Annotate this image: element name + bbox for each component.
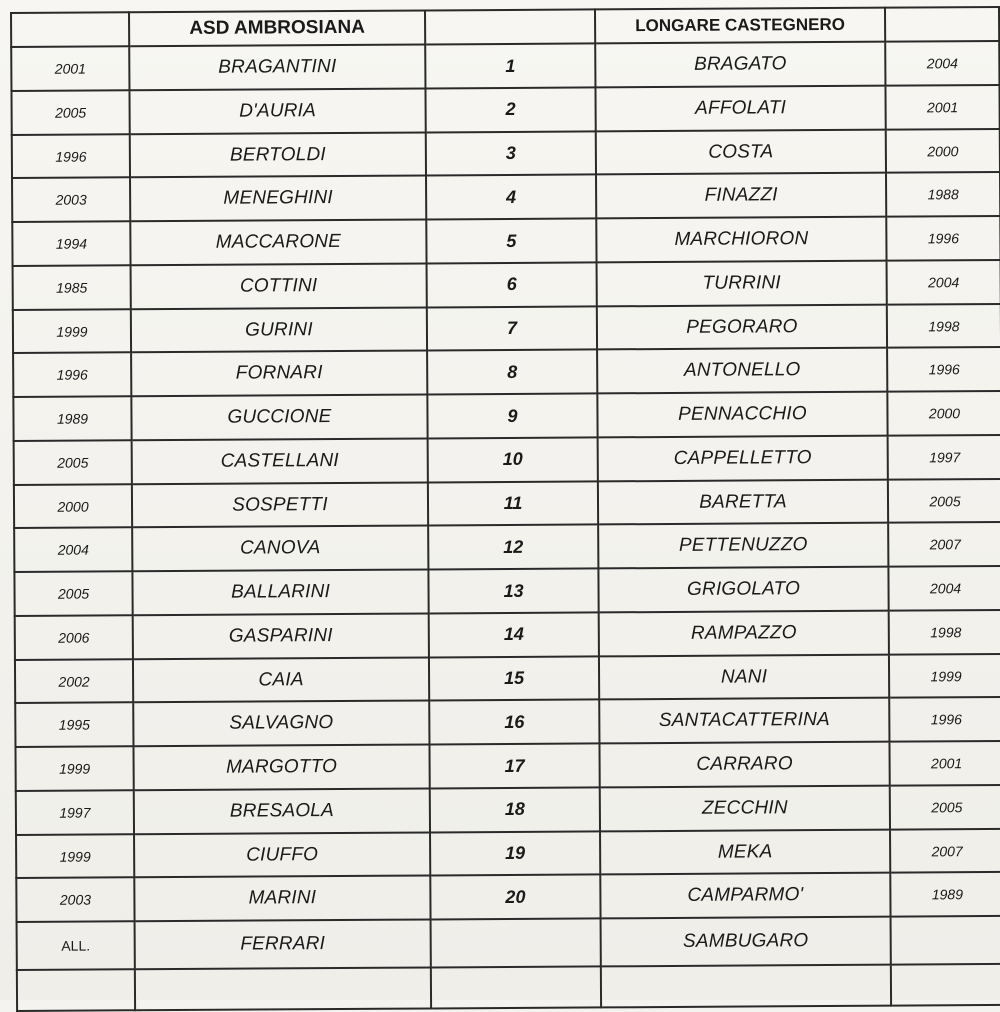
coach-number-blank	[431, 919, 601, 968]
home-player-name: FORNARI	[131, 351, 427, 397]
shirt-number: 16	[429, 700, 599, 745]
away-player-birth-year: 1998	[887, 304, 1000, 348]
away-player-name: COSTA	[596, 129, 886, 175]
away-player-name: PEGORARO	[597, 304, 887, 350]
player-row	[12, 172, 1000, 222]
shirt-number: 17	[429, 744, 599, 789]
home-player-birth-year: 1996	[12, 134, 130, 178]
player-row	[14, 522, 1000, 572]
away-player-birth-year: 1997	[888, 435, 1000, 479]
home-team-name: ASD AMBROSIANA	[129, 10, 425, 46]
away-player-name: FINAZZI	[596, 173, 886, 219]
home-player-name: MENEGHINI	[130, 176, 426, 222]
shirt-number: 11	[428, 481, 598, 526]
away-player-birth-year: 1998	[889, 610, 1000, 654]
home-player-birth-year: 1996	[13, 353, 131, 397]
away-player-name: NANI	[599, 654, 889, 700]
home-player-name: CANOVA	[132, 526, 428, 572]
away-player-birth-year: 2001	[885, 85, 999, 129]
home-player-birth-year: 2005	[11, 90, 129, 134]
away-player-birth-year: 2005	[890, 785, 1000, 829]
away-player-name: AFFOLATI	[595, 86, 885, 132]
home-player-name: BERTOLDI	[130, 132, 426, 178]
away-player-birth-year: 1999	[889, 654, 1000, 698]
shirt-number: 15	[429, 656, 599, 701]
home-player-birth-year: 2003	[16, 878, 134, 922]
away-player-name: PENNACCHIO	[597, 392, 887, 438]
away-player-name: TURRINI	[597, 261, 887, 307]
shirt-number: 8	[427, 350, 597, 395]
player-row	[13, 391, 1000, 441]
shirt-number: 3	[426, 131, 596, 176]
coach-year-blank	[891, 916, 1000, 965]
shirt-number: 14	[429, 612, 599, 657]
away-player-name: ANTONELLO	[597, 348, 887, 394]
home-player-name: MACCARONE	[130, 220, 426, 266]
away-player-name: BRAGATO	[595, 42, 885, 88]
home-player-name: BRAGANTINI	[129, 45, 425, 91]
home-player-birth-year: 1997	[16, 790, 134, 834]
home-player-birth-year: 1989	[13, 396, 131, 440]
shirt-number: 7	[427, 306, 597, 351]
player-row	[16, 785, 1000, 835]
away-player-name: ZECCHIN	[600, 786, 890, 832]
home-player-name: GASPARINI	[133, 613, 429, 659]
home-player-birth-year: 1985	[13, 265, 131, 309]
coach-label: ALL.	[17, 921, 135, 970]
home-player-birth-year: 2001	[11, 46, 129, 90]
shirt-number: 5	[426, 219, 596, 264]
home-player-name: GUCCIONE	[131, 395, 427, 441]
away-player-name: CARRARO	[599, 742, 889, 788]
home-player-name: CAIA	[133, 657, 429, 703]
home-player-birth-year: 2005	[14, 440, 132, 484]
player-row	[14, 435, 1000, 485]
home-player-birth-year: 1999	[13, 309, 131, 353]
home-player-birth-year: 2006	[15, 615, 133, 659]
home-player-birth-year: 1999	[15, 746, 133, 790]
player-row	[15, 654, 1000, 704]
player-row	[15, 741, 1000, 791]
home-player-name: SOSPETTI	[132, 482, 428, 528]
away-player-name: SANTACATTERINA	[599, 698, 889, 744]
player-row	[15, 697, 1000, 747]
home-player-name: SALVAGNO	[133, 701, 429, 747]
home-coach-name: FERRARI	[135, 920, 431, 970]
home-player-birth-year: 2002	[15, 659, 133, 703]
away-player-name: PETTENUZZO	[598, 523, 888, 569]
shirt-number: 1	[425, 44, 595, 89]
empty-cell	[601, 965, 891, 1007]
player-row	[11, 85, 999, 135]
away-player-birth-year: 2000	[886, 129, 1000, 173]
empty-cell	[135, 968, 431, 1010]
player-row	[15, 610, 1000, 660]
home-player-birth-year: 1995	[15, 703, 133, 747]
away-player-birth-year: 1996	[886, 216, 1000, 260]
home-player-name: BRESAOLA	[134, 788, 430, 834]
shirt-number: 18	[430, 787, 600, 832]
away-player-birth-year: 1988	[886, 172, 1000, 216]
home-player-name: GURINI	[131, 307, 427, 353]
player-row	[14, 566, 1000, 616]
player-row	[11, 41, 999, 91]
shirt-number: 9	[427, 394, 597, 439]
shirt-number: 12	[428, 525, 598, 570]
home-player-name: MARINI	[134, 876, 430, 922]
player-row	[16, 829, 1000, 879]
shirt-number: 13	[428, 569, 598, 614]
away-player-name: BARETTA	[598, 479, 888, 525]
player-row	[12, 216, 1000, 266]
away-player-birth-year: 2004	[888, 566, 1000, 610]
home-player-name: D'AURIA	[129, 88, 425, 134]
away-player-birth-year: 1996	[889, 697, 1000, 741]
header-blank-right	[885, 7, 999, 42]
lineup-table	[10, 6, 1000, 1012]
header-blank-number	[425, 9, 595, 44]
empty-cell	[17, 970, 135, 1011]
shirt-number: 10	[428, 437, 598, 482]
away-player-name: MARCHIORON	[596, 217, 886, 263]
home-player-birth-year: 2004	[14, 528, 132, 572]
away-player-birth-year: 2000	[887, 391, 1000, 435]
home-player-birth-year: 2000	[14, 484, 132, 528]
home-player-name: BALLARINI	[132, 570, 428, 616]
home-player-birth-year: 1999	[16, 834, 134, 878]
empty-cell	[431, 967, 601, 1009]
shirt-number: 4	[426, 175, 596, 220]
away-player-name: RAMPAZZO	[599, 611, 889, 657]
coach-row	[17, 916, 1000, 970]
home-player-name: CIUFFO	[134, 832, 430, 878]
empty-cell	[891, 964, 1000, 1005]
away-player-birth-year: 1996	[887, 347, 1000, 391]
home-player-name: CASTELLANI	[132, 438, 428, 484]
away-coach-name: SAMBUGARO	[601, 917, 891, 967]
player-row	[13, 304, 1000, 354]
home-player-birth-year: 2005	[14, 571, 132, 615]
shirt-number: 6	[427, 262, 597, 307]
shirt-number: 19	[430, 831, 600, 876]
home-player-name: COTTINI	[131, 263, 427, 309]
player-row	[13, 347, 1000, 397]
player-row	[13, 260, 1000, 310]
away-player-birth-year: 2004	[885, 41, 999, 85]
away-player-name: CAMPARMO'	[600, 873, 890, 919]
away-player-birth-year: 2001	[889, 741, 1000, 785]
player-row	[12, 129, 1000, 179]
home-player-birth-year: 1994	[12, 221, 130, 265]
shirt-number: 2	[425, 87, 595, 132]
home-player-name: MARGOTTO	[133, 745, 429, 791]
away-player-birth-year: 2005	[888, 479, 1000, 523]
away-player-birth-year: 2007	[888, 522, 1000, 566]
header-blank-left	[11, 12, 129, 47]
player-row	[14, 479, 1000, 529]
home-player-birth-year: 2003	[12, 178, 130, 222]
away-player-name: GRIGOLATO	[598, 567, 888, 613]
away-player-birth-year: 2004	[887, 260, 1000, 304]
shirt-number: 20	[430, 875, 600, 920]
away-player-birth-year: 1989	[890, 872, 1000, 916]
player-row	[16, 872, 1000, 922]
away-player-name: CAPPELLETTO	[598, 436, 888, 482]
away-player-birth-year: 2007	[890, 829, 1000, 873]
away-team-name: LONGARE CASTEGNERO	[595, 8, 885, 44]
empty-row	[17, 964, 1000, 1011]
away-player-name: MEKA	[600, 829, 890, 875]
